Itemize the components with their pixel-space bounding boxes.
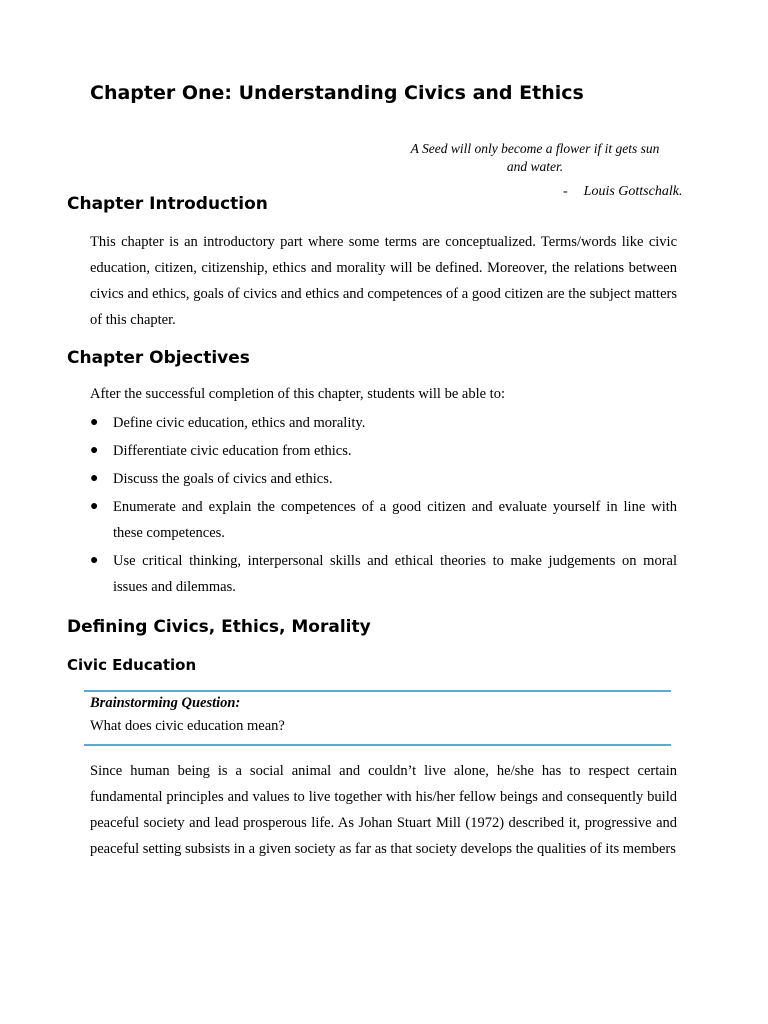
bullet-icon: ● (90, 471, 99, 486)
epigraph-author-line (563, 184, 682, 200)
bullet-icon: ● (90, 415, 99, 430)
objective-text: Define civic education, ethics and morality. (113, 415, 366, 431)
objective-item (90, 410, 677, 436)
bullet-icon: ● (90, 443, 99, 458)
civic-education-paragraph: Since human being is a social animal and couldn’t live alone, he/she has to respect certain fundamental principles and values to live together with his/her fellow beings and consequently build peaceful society and lead prosperous life. As Johan Stuart Mill (1972) described it, progressive and peaceful setting subsists in a given society as far as that society develops the qualities of its members (90, 763, 677, 857)
objective-item (90, 548, 677, 600)
brainstorm-title: Brainstorming Question: (90, 695, 241, 711)
objective-item (90, 438, 677, 464)
objective-text: Discuss the goals of civics and ethics. (113, 471, 333, 487)
objective-item (90, 494, 677, 546)
objective-text: Differentiate civic education from ethics. (113, 443, 352, 459)
objectives-lead: After the successful completion of this chapter, students will be able to: (90, 386, 505, 402)
chapter-title: Chapter One: Understanding Civics and Ethics (90, 82, 584, 104)
objective-text: Use critical thinking, interpersonal skills and ethical theories to make judgements on moral issues and dilemmas. (113, 553, 677, 595)
epigraph-quote: A Seed will only become a flower if it gets sun and water. (410, 141, 660, 174)
objective-item (90, 466, 677, 492)
defining-heading: Defining Civics, Ethics, Morality (67, 617, 371, 637)
objectives-list (90, 410, 677, 602)
epigraph-author: Louis Gottschalk. (583, 184, 683, 199)
civic-education-subheading: Civic Education (67, 656, 197, 674)
epigraph-dash: - (563, 184, 568, 199)
objective-text: Enumerate and explain the competences of a good citizen and evaluate yourself in line with these competences. (113, 499, 677, 541)
introduction-heading: Chapter Introduction (67, 194, 268, 214)
brainstorm-question: What does civic education mean? (90, 718, 285, 734)
introduction-paragraph: This chapter is an introductory part where some terms are conceptualized. Terms/words like civic education, citizen, citizenship, ethics and morality will be defined. Moreover, the relations between civics and ethics, goals of civics and ethics and competences of a good citizen are the subject matters of this chapter. (90, 234, 677, 328)
brainstorm-bottom-rule (84, 744, 671, 746)
objectives-heading: Chapter Objectives (67, 348, 250, 368)
bullet-icon: ● (90, 553, 99, 568)
brainstorm-top-rule (84, 690, 671, 692)
bullet-icon: ● (90, 499, 99, 514)
